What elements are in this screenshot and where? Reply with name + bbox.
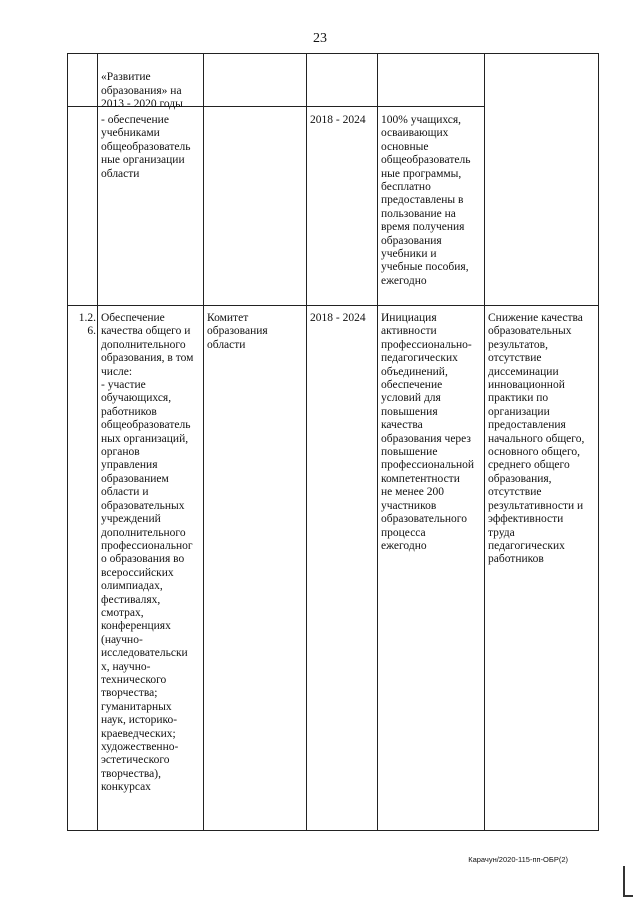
measure-name: Обеспечение качества общего и дополнительного образования, в том числе: - участие обучающихся, работников общеобразователь ных организаций, органов управления образованием области и образовательных учреждений дополнительного профессиональног о образования во всероссийских олимпиадах, фестивалях, смотрах, конференциях (научно- исследовательски х, научно- технического творчества; гуманитарных наук, историко- краеведческих; художественно- эстетического творчества), конкурсах [101, 312, 194, 794]
period: 2018 - 2024 [310, 114, 366, 126]
period: 2018 - 2024 [310, 312, 366, 324]
expected-result: 100% учащихся, осваивающих основные общеобразователь ные программы, бесплатно предоставлены в пользование на время получения образования учебники и учебные пособия, ежегодно [381, 114, 471, 287]
table-row [101, 58, 201, 112]
risk-description: Снижение качества образовательных результатов, отсутствие диссеминации инновационной практики по организации предоставления начального общего, основного общего, среднего общего образования, отсутствие результативности и эффективности труда педагогических работников [488, 312, 585, 566]
executor: Комитет образования области [207, 312, 268, 351]
expected-result: Инициация активности профессионально- педагогических объединений, обеспечение условий для повышения качества образования через повышение профессиональной компетентности не менее 200 участников образовательного процесса ежегодно [381, 312, 475, 552]
row-number: 1.2. 6. [78, 312, 96, 338]
measure-name: «Развитие образования» на 2013 - 2020 годы [101, 71, 183, 111]
page-edge-mark [623, 895, 633, 897]
page-number: 23 [313, 31, 327, 46]
document-code: Карачун/2020-115-пп-ОБР(2) [468, 855, 568, 864]
measure-name: - обеспечение учебниками общеобразователь ные организации области [101, 114, 191, 180]
page-edge-mark [623, 866, 625, 896]
